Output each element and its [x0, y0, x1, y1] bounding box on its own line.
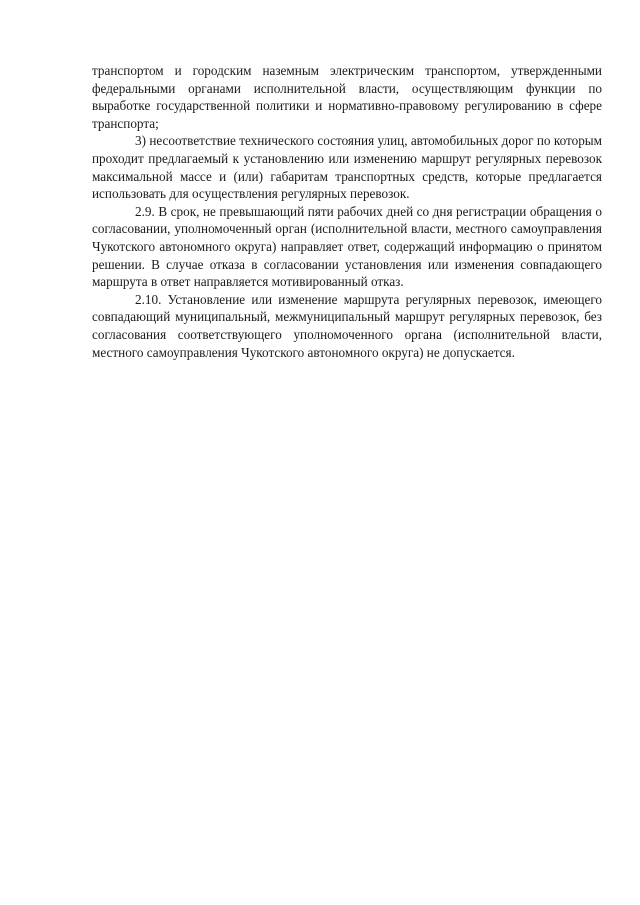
paragraph-continuation: транспортом и городским наземным электрическим транспортом, утвержденными федеральными органами исполнительной власти, осуществляющим функции по выработке государственной политики и нормативно-правовому регулированию в сфере транспорта;	[92, 63, 602, 131]
document-page	[92, 62, 602, 361]
paragraph-item-3: 3) несоответствие технического состояния улиц, автомобильных дорог по которым проходит предлагаемый к установлению или изменению маршрут регулярных перевозок максимальной массе и (или) габаритам транспортных средств, которые предлагается использовать для осуществления регулярных перевозок.	[92, 133, 602, 202]
paragraph-2-9: 2.9. В срок, не превышающий пяти рабочих дней со дня регистрации обращения о согласовании, уполномоченный орган (исполнительной власти, местного самоуправления Чукотского автономного округа) направляет ответ, содержащий информацию о принятом решении. В случае отказа в согласовании установления или изменения совпадающего маршрута в ответ направляется мотивированный отказ.	[92, 203, 602, 290]
paragraph-2-10: 2.10. Установление или изменение маршрута регулярных перевозок, имеющего совпадающий муниципальный, межмуниципальный маршрут регулярных перевозок, без согласования соответствующего уполномоченного органа (исполнительной власти, местного самоуправления Чукотского автономного округа) не допускается.	[92, 291, 602, 360]
